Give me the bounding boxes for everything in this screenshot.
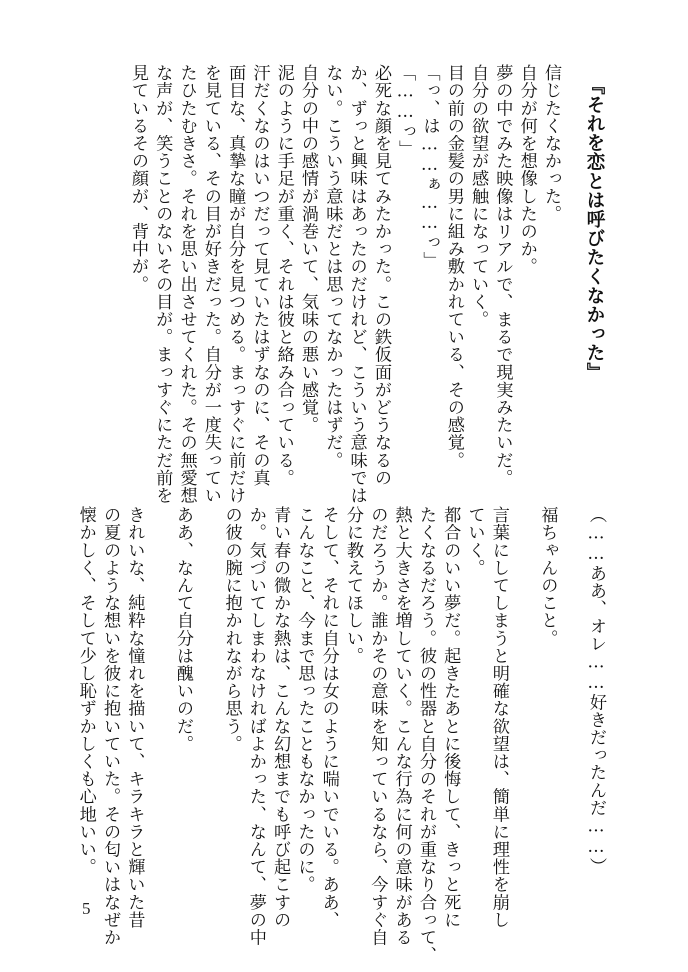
lower-text-line: の彼の腕に抱かれながら思う。 xyxy=(221,506,242,753)
lower-text-line: の夏のような想いを彼に抱いていた。その匂いはなぜか xyxy=(100,506,121,946)
lower-text-line: 熱と大きさを増していく。こんな行為に何の意味がある xyxy=(391,506,412,946)
upper-text-line: 見ているその顔が、背中が。 xyxy=(127,64,148,293)
lower-text-line: ていく。 xyxy=(464,506,485,577)
upper-text-line: 汗だくなのはいつだって見ていたはずなのに、その真 xyxy=(249,64,270,487)
upper-text-line: な声が、笑うことのないその目が。まっすぐにただ前を xyxy=(152,64,173,504)
lower-text-line: 都合のいい夢だ。起きたあとに後悔して、きっと死に xyxy=(440,506,461,929)
upper-text-line: 信じたくなかった。 xyxy=(541,64,561,223)
upper-text-line: 必死な顔を見てみたかった。この鉄仮面がどうなるの xyxy=(370,64,391,487)
lower-text-line: そして、それに自分は女のように喘いでいる。ああ、 xyxy=(318,506,339,929)
lower-text-line: 福ちゃんのこと。 xyxy=(537,506,558,647)
lower-text-line xyxy=(511,506,535,926)
lower-text-line: か。気づいてしまわなければよかった、なんて、夢の中 xyxy=(245,506,266,946)
upper-text-block xyxy=(108,64,563,504)
upper-text-line: か、ずっと興味はあったのだけれど、こういう意味では xyxy=(346,64,367,504)
upper-text-line: 泥のように手足が重く、それは彼と絡み合っている。 xyxy=(273,64,294,487)
chapter-title: 『それを恋とは呼びたくなかった』 xyxy=(584,76,605,382)
upper-text-line: 自分が何を想像したのか。 xyxy=(516,64,537,276)
lower-text-line xyxy=(195,506,219,926)
lower-text-line: ああ、なんて自分は醜いのだ。 xyxy=(172,506,193,753)
lower-text-line: こんなこと、今まで思ったこともなかったのに。 xyxy=(294,506,315,894)
upper-text-line: たひたむきさ。それを思い出させてくれた。その無愛想 xyxy=(176,64,197,504)
upper-text-line: 夢の中でみた映像はリアルで、まるで現実みたいだ。 xyxy=(492,64,513,487)
lower-text-line: たくなるだろう。彼の性器と自分のそれが重なり合って、 xyxy=(415,506,436,964)
lower-text-line: 分に教えてほしい。 xyxy=(343,506,364,665)
lower-text-line: 懐かしく、そして少し恥ずかしくも心地いい。 xyxy=(75,506,96,876)
upper-text-line: を見ている、その目が好きだった。自分が一度失ってい xyxy=(200,64,221,504)
lower-text-line: きれいな、純粋な憧れを描いて、キラキラと輝いた昔 xyxy=(124,506,145,929)
upper-text-line: 面目な、真摯な瞳が自分を見つめる。まっすぐに前だけ xyxy=(225,64,246,504)
lower-text-line: （……ああ、オレ……好きだったんだ……） xyxy=(586,506,606,875)
upper-text-line: ない。こういう意味だとは思ってなかったはずだ。 xyxy=(322,64,343,469)
lower-text-block xyxy=(75,506,608,964)
upper-text-line: 自分の中の感情が渦巻いて、気味の悪い感覚。 xyxy=(298,64,319,434)
lower-text-line: のだろうか。誰かその意味を知っているなら、今すぐ自 xyxy=(367,506,388,946)
lower-text-line xyxy=(146,506,170,926)
upper-text-line: 目の前の金髪の男に組み敷かれている、その感覚。 xyxy=(443,64,464,469)
page-number: 5 xyxy=(82,899,91,918)
lower-text-line xyxy=(559,506,583,926)
upper-text-line: 「……っ」 xyxy=(395,64,416,158)
upper-text-line: 「っ、は……ぁ……っ」 xyxy=(419,64,440,269)
upper-text-line: 自分の欲望が感触になっていく。 xyxy=(468,64,489,328)
lower-text-line: 青い春の微かな熱は、こんな幻想までも呼び起こすの xyxy=(270,506,291,929)
lower-text-line: 言葉にしてしまうと明確な欲望は、簡単に理性を崩し xyxy=(488,506,509,929)
